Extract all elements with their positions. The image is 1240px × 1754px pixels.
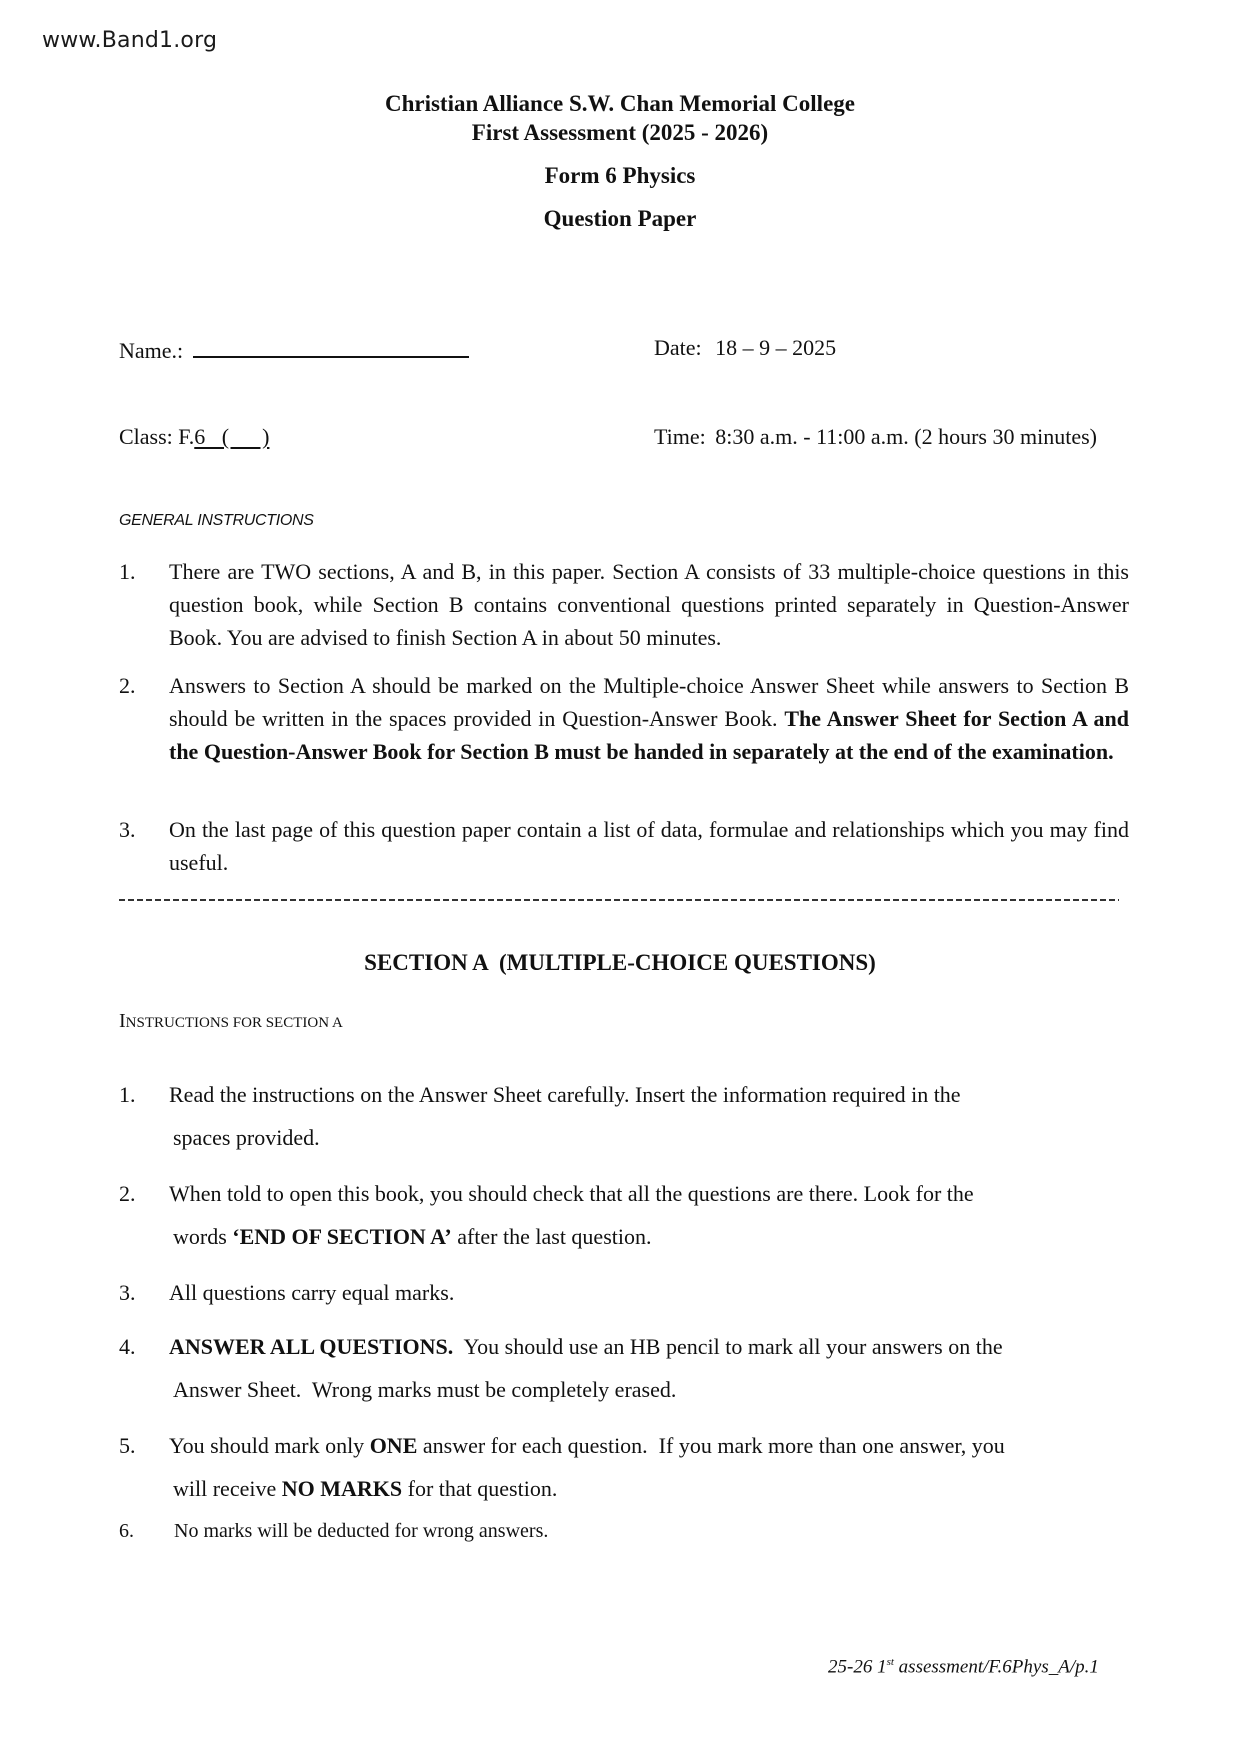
item-number: 1. — [119, 559, 136, 584]
name-label: Name.: — [119, 338, 184, 363]
section-a-instruction-item — [119, 1172, 1129, 1258]
item-text: There are TWO sections, A and B, in this paper. Section A consists of 33 multiple-choice questions in this question book, while Section B contains conventional questions printed separately in Question-Answer Book. You are advised to finish Section A in about 50 minutes. — [169, 559, 1129, 650]
item-line — [169, 1424, 1129, 1467]
item-line — [169, 1467, 1129, 1510]
general-instruction-item — [119, 555, 1129, 654]
text-part: words — [173, 1224, 233, 1249]
section-a-title: SECTION A (MULTIPLE-CHOICE QUESTIONS) — [364, 950, 876, 975]
heading-rest: NSTRUCTIONS FOR SECTION A — [125, 1015, 343, 1031]
paper-title: Question Paper — [543, 206, 697, 231]
general-instruction-item — [119, 669, 1129, 768]
class-field — [119, 423, 269, 451]
time-label: Time: — [654, 424, 706, 449]
item-line: Answer Sheet. Wrong marks must be completely erased. — [173, 1377, 677, 1402]
section-a-instruction-item — [119, 1271, 1129, 1314]
time-field — [654, 423, 1097, 451]
date-label: Date: — [654, 335, 702, 360]
section-a-instruction-item — [119, 1515, 1129, 1548]
footer-superscript: st — [886, 1656, 894, 1668]
item-bold-text: The Answer Sheet for Section A and the Question-Answer Book for Section B must be handed in separately at the end of the examination. — [169, 706, 1130, 764]
item-text-container — [169, 1073, 1129, 1159]
name-field — [119, 334, 469, 365]
name-blank-line — [193, 334, 469, 358]
school-name: Christian Alliance S.W. Chan Memorial College — [384, 91, 855, 116]
item-line: When told to open this book, you should check that all the questions are there. Look for the — [169, 1181, 974, 1206]
text-part: will receive — [173, 1476, 282, 1501]
general-instruction-item — [119, 813, 1129, 879]
item-line: No marks will be deducted for wrong answers. — [174, 1520, 549, 1542]
class-value: 6 ( ) — [194, 424, 270, 449]
footer-text: 25-26 1 — [828, 1656, 887, 1678]
assessment-title: First Assessment (2025 - 2026) — [471, 120, 769, 145]
item-line: All questions carry equal marks. — [169, 1280, 455, 1305]
time-value: 8:30 a.m. - 11:00 a.m. (2 hours 30 minutes) — [715, 424, 1097, 449]
text-part: for that question. — [402, 1476, 558, 1501]
item-number: 3. — [119, 1280, 136, 1305]
section-a-instruction-item — [119, 1424, 1129, 1510]
subject-title: Form 6 Physics — [544, 163, 696, 188]
date-field — [654, 334, 836, 362]
item-text-container — [169, 1172, 1129, 1258]
item-number: 4. — [119, 1334, 136, 1359]
item-text-container — [169, 669, 1129, 768]
class-label: Class: F. — [119, 424, 195, 449]
bold-part: ‘END OF SECTION A’ — [232, 1224, 452, 1249]
general-instructions-heading: GENERAL INSTRUCTIONS — [119, 512, 314, 529]
bold-part: NO MARKS — [281, 1476, 403, 1501]
bold-part: ONE — [369, 1433, 418, 1458]
dashed-divider — [119, 899, 1119, 901]
item-line: Read the instructions on the Answer Sheet carefully. Insert the information required in the — [169, 1082, 961, 1107]
item-line — [169, 1325, 1129, 1368]
item-number: 5. — [119, 1433, 136, 1458]
item-number: 3. — [119, 817, 136, 842]
footer-text: assessment/F.6Phys_A/p.1 — [893, 1656, 1099, 1678]
item-text-container — [169, 1325, 1129, 1411]
item-text: Answers to Section A should be marked on the Multiple-choice Answer Sheet while answers to Section B should be written in the spaces provided in Question-Answer Book. — [169, 673, 1129, 731]
item-number: 6. — [119, 1520, 134, 1542]
section-a-instruction-item — [119, 1325, 1129, 1411]
text-part: You should mark only — [169, 1433, 370, 1458]
item-number: 2. — [119, 1181, 136, 1206]
item-line — [169, 1215, 1129, 1258]
bold-part: ANSWER ALL QUESTIONS. — [169, 1334, 454, 1359]
text-part: You should use an HB pencil to mark all your answers on the — [453, 1334, 1003, 1359]
page-footer — [828, 1656, 1099, 1678]
text-part: answer for each question. If you mark more than one answer, you — [417, 1433, 1005, 1458]
item-number: 1. — [119, 1082, 136, 1107]
date-value: 18 – 9 – 2025 — [715, 335, 837, 360]
item-line: spaces provided. — [173, 1125, 320, 1150]
item-text: On the last page of this question paper contain a list of data, formulae and relationships which you may find useful. — [169, 817, 1129, 875]
watermark-text: www.Band1.org — [42, 28, 218, 53]
heading-initial: I — [119, 1010, 126, 1032]
section-a-instructions-heading — [119, 1010, 343, 1033]
text-part: after the last question. — [451, 1224, 652, 1249]
item-text-container — [169, 1424, 1129, 1510]
section-a-instruction-item — [119, 1073, 1129, 1159]
item-number: 2. — [119, 673, 136, 698]
